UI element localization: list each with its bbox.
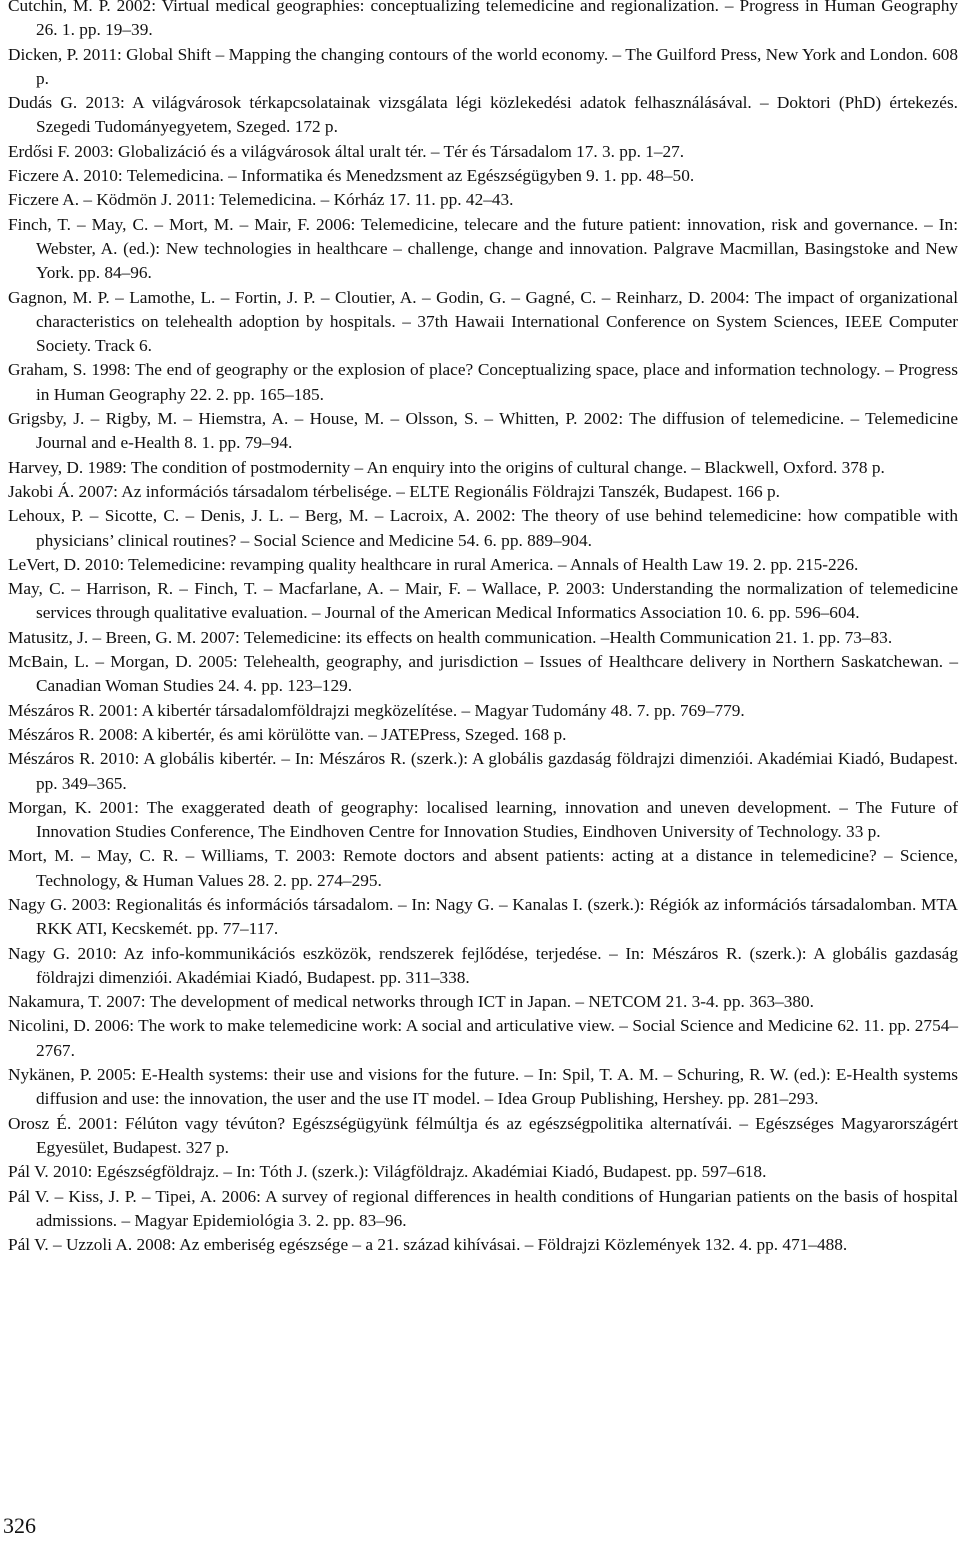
- reference-entry: Jakobi Á. 2007: Az információs társadalom térbelisége. – ELTE Regionális Földrajzi Tanszék, Budapest. 166 p.: [8, 481, 780, 501]
- reference-entry: Pál V. – Uzzoli A. 2008: Az emberiség egészsége – a 21. század kihívásai. – Földrajzi Közlemények 132. 4. pp. 471–488.: [8, 1235, 848, 1255]
- reference-entry: Mészáros R. 2010: A globális kibertér. – In: Mészáros R. (szerk.): A globális gazdaság földrajzi dimenziói. Akadémiai Kiadó, Budapest. pp. 349–365.: [8, 749, 958, 793]
- reference-entry: Graham, S. 1998: The end of geography or the explosion of place? Conceptualizing space, place and information technology. – Progress in Human Geography 22. 2. pp. 165–185.: [8, 360, 958, 404]
- reference-entry: Nykänen, P. 2005: E-Health systems: their use and visions for the future. – In: Spil, T. A. M. – Schuring, R. W. (ed.): E-Health systems diffusion and use: the innovation, the user and the use IT model. – Idea Group Publishing, Hershey. pp. 281–293.: [8, 1065, 958, 1109]
- reference-entry: Nicolini, D. 2006: The work to make telemedicine work: A social and articulative view. – Social Science and Medicine 62. 11. pp. 2754–2767.: [8, 1016, 958, 1060]
- reference-entry: Mészáros R. 2008: A kibertér, és ami körülötte van. – JATEPress, Szeged. 168 p.: [8, 724, 567, 744]
- reference-entry: Finch, T. – May, C. – Mort, M. – Mair, F. 2006: Telemedicine, telecare and the future patient: innovation, risk and governance. – In: Webster, A. (ed.): New technologies in healthcare – challenge, change and innovation. Palgrave Macmillan, Basingstoke and New York. pp. 84–96.: [8, 214, 958, 283]
- reference-entry: Pál V. – Kiss, J. P. – Tipei, A. 2006: A survey of regional differences in health conditions of Hungarian patients on the basis of hospital admissions. – Magyar Epidemiológia 3. 2. pp. 83–96.: [8, 1186, 958, 1230]
- reference-entry: Cutchin, M. P. 2002: Virtual medical geographies: conceptualizing telemedicine and regionalization. – Progress in Human Geography 26. 1. pp. 19–39.: [8, 0, 958, 40]
- reference-entry: Morgan, K. 2001: The exaggerated death of geography: localised learning, innovation and uneven development. – The Future of Innovation Studies Conference, The Eindhoven Centre for Innovation Studies, Eindhoven University of Technology. 33 p.: [8, 797, 958, 842]
- reference-entry: Erdősi F. 2003: Globalizáció és a világvárosok által uralt tér. – Tér és Társadalom 17. 3. pp. 1–27.: [8, 141, 685, 161]
- reference-entry: Gagnon, M. P. – Lamothe, L. – Fortin, J. P. – Cloutier, A. – Godin, G. – Gagné, C. – Reinharz, D. 2004: The impact of organizational characteristics on telehealth adoption by hospitals. – 37th Hawaii International Conference on System Sciences, IEEE Computer Society. Track 6.: [8, 287, 958, 356]
- reference-entry: Matusitz, J. – Breen, G. M. 2007: Telemedicine: its effects on health communication. –Health Communication 21. 1. pp. 73–83.: [8, 627, 893, 647]
- reference-entry: Mort, M. – May, C. R. – Williams, T. 2003: Remote doctors and absent patients: acting at a distance in telemedicine? – Science, Technology, & Human Values 28. 2. pp. 274–295.: [8, 846, 958, 890]
- reference-entry: Dicken, P. 2011: Global Shift – Mapping the changing contours of the world economy. – The Guilford Press, New York and London. 608 p.: [8, 44, 958, 88]
- reference-entry: Dudás G. 2013: A világvárosok térkapcsolatainak vizsgálata légi közlekedési adatok felhasználásával. – Doktori (PhD) értekezés. Szegedi Tudományegyetem, Szeged. 172 p.: [8, 93, 958, 137]
- reference-entry: Nagy G. 2003: Regionalitás és információs társadalom. – In: Nagy G. – Kanalas I. (szerk.): Régiók az információs társadalomban. MTA RKK ATI, Kecskemét. pp. 77–117.: [8, 894, 958, 939]
- page-number: 326: [3, 1513, 36, 1538]
- reference-entry: Mészáros R. 2001: A kibertér társadalomföldrajzi megközelítése. – Magyar Tudomány 48. 7. pp. 769–779.: [8, 700, 745, 720]
- reference-list: [8, 0, 958, 1257]
- reference-entry: Nagy G. 2010: Az info-kommunikációs eszközök, rendszerek fejlődése, terjedése. – In: Mészáros R. (szerk.): A globális gazdaság földrajzi dimenziói. Akadémiai Kiadó, Budapest. pp. 311–338.: [8, 943, 958, 987]
- reference-entry: Grigsby, J. – Rigby, M. – Hiemstra, A. – House, M. – Olsson, S. – Whitten, P. 2002: The diffusion of telemedicine. – Telemedicine Journal and e-Health 8. 1. pp. 79–94.: [8, 409, 958, 453]
- reference-entry: LeVert, D. 2010: Telemedicine: revamping quality healthcare in rural America. – Annals of Health Law 19. 2. pp. 215-226.: [8, 554, 859, 574]
- reference-entry: Pál V. 2010: Egészségföldrajz. – In: Tóth J. (szerk.): Világföldrajz. Akadémiai Kiadó, Budapest. pp. 597–618.: [8, 1162, 767, 1182]
- reference-entry: Lehoux, P. – Sicotte, C. – Denis, J. L. – Berg, M. – Lacroix, A. 2002: The theory of use behind telemedicine: how compatible with physicians’ clinical routines? – Social Science and Medicine 54. 6. pp. 889–904.: [8, 506, 958, 550]
- reference-entry: Ficzere A. 2010: Telemedicina. – Informatika és Menedzsment az Egészségügyben 9. 1. pp. 48–50.: [8, 166, 695, 186]
- reference-entry: Orosz É. 2001: Félúton vagy tévúton? Egészségügyünk félmúltja és az egészségpolitika alternatívái. – Egészséges Magyarországért Egyesület, Budapest. 327 p.: [8, 1113, 958, 1157]
- reference-entry: Nakamura, T. 2007: The development of medical networks through ICT in Japan. – NETCOM 21. 3-4. pp. 363–380.: [8, 992, 814, 1012]
- reference-entry: Harvey, D. 1989: The condition of postmodernity – An enquiry into the origins of cultural change. – Blackwell, Oxford. 378 p.: [8, 457, 885, 477]
- reference-entry: Ficzere A. – Ködmön J. 2011: Telemedicina. – Kórház 17. 11. pp. 42–43.: [8, 190, 514, 210]
- reference-entry: McBain, L. – Morgan, D. 2005: Telehealth, geography, and jurisdiction – Issues of Healthcare delivery in Northern Saskatchewan. – Canadian Woman Studies 24. 4. pp. 123–129.: [8, 652, 958, 696]
- reference-entry: May, C. – Harrison, R. – Finch, T. – Macfarlane, A. – Mair, F. – Wallace, P. 2003: Understanding the normalization of telemedicine services through qualitative evaluation. – Journal of the American Medical Informatics Association 10. 6. pp. 596–604.: [8, 579, 958, 623]
